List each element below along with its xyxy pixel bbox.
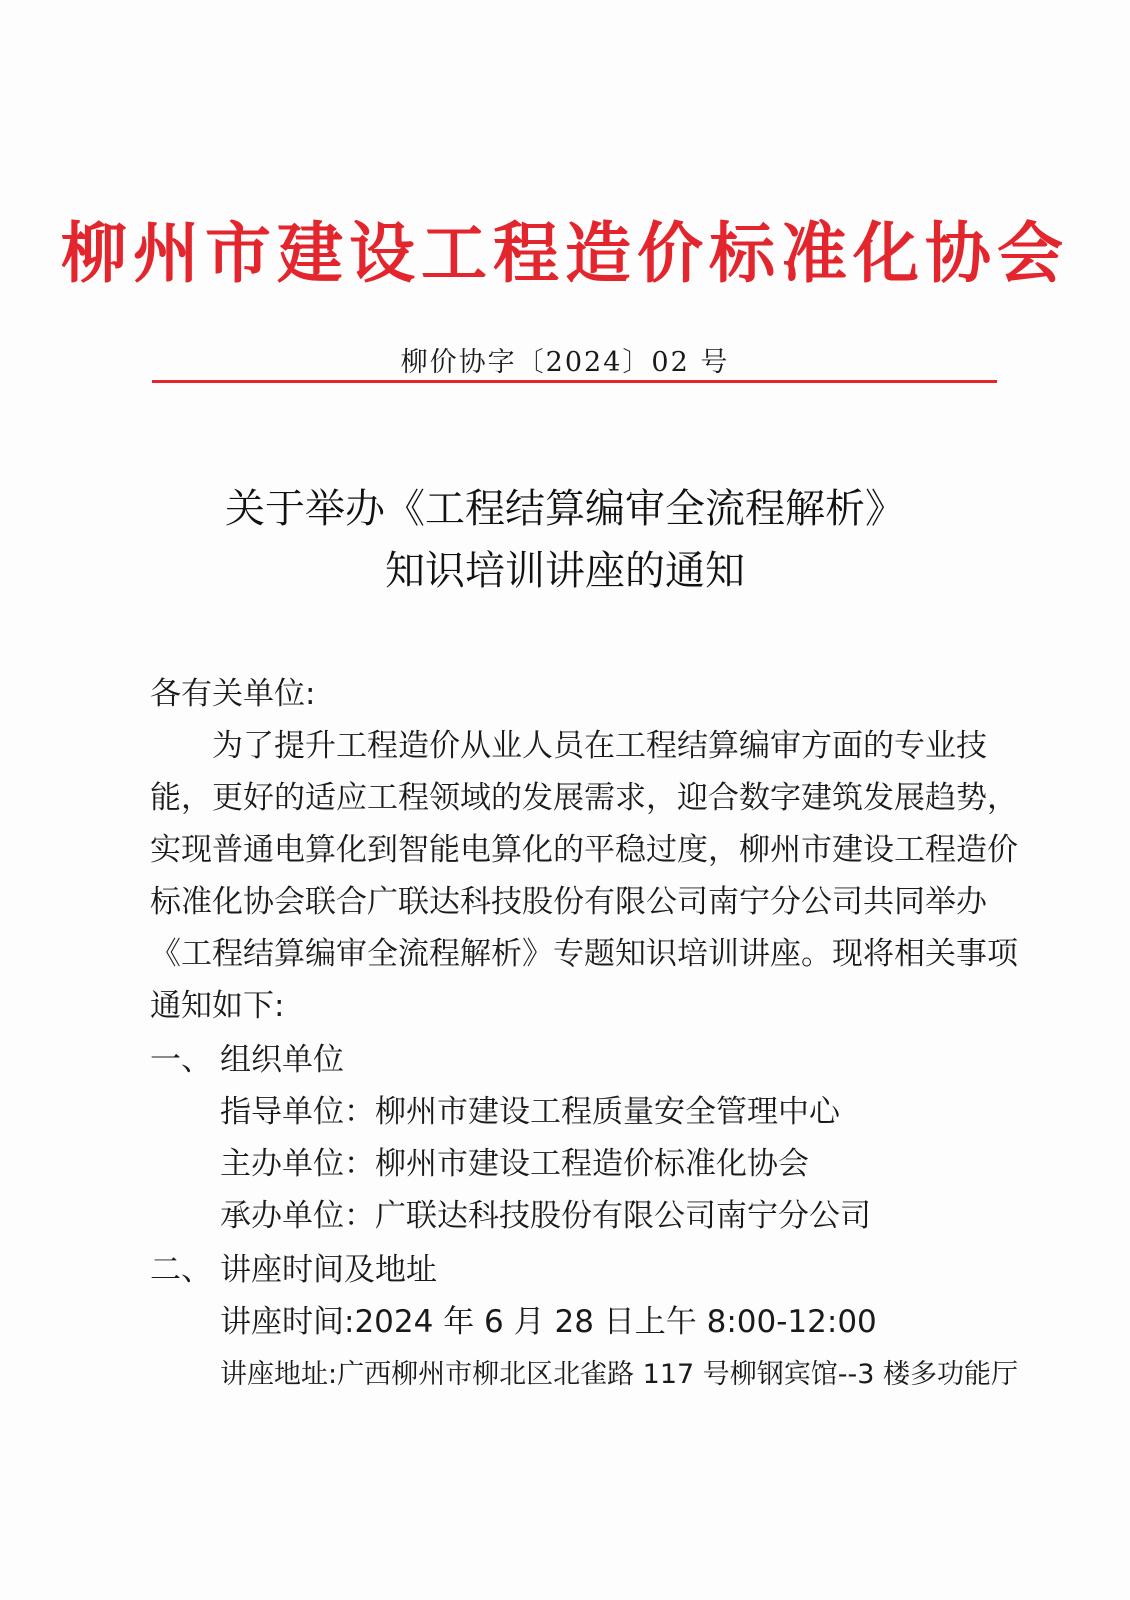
section-title: 讲座时间及地址 <box>220 1252 437 1288</box>
paragraph-line: 《工程结算编审全流程解析》专题知识培训讲座。现将相关事项 <box>150 936 1018 972</box>
salutation: 各有关单位: <box>150 676 316 712</box>
section-heading <box>150 1034 344 1079</box>
org-letterhead: 柳州市建设工程造价标准化协会 <box>61 215 1069 292</box>
section-detail-line: 承办单位：广联达科技股份有限公司南宁分公司 <box>220 1198 871 1234</box>
section-detail-line: 主办单位：柳州市建设工程造价标准化协会 <box>220 1146 809 1182</box>
paragraph-line: 能，更好的适应工程领域的发展需求，迎合数字建筑发展趋势， <box>150 780 1018 816</box>
title-line-2: 知识培训讲座的通知 <box>385 548 745 594</box>
paragraph-line: 标准化协会联合广联达科技股份有限公司南宁分公司共同举办 <box>150 884 987 920</box>
title-line-1: 关于举办《工程结算编审全流程解析》 <box>225 486 905 532</box>
section-number: 一、 <box>150 1042 212 1078</box>
section-title: 组织单位 <box>220 1042 344 1078</box>
notice-title <box>0 478 1130 602</box>
section-detail-line: 讲座地址:广西柳州市柳北区北雀路 117 号柳钢宾馆--3 楼多功能厅 <box>220 1359 1019 1390</box>
paragraph-line: 实现普通电算化到智能电算化的平稳过度，柳州市建设工程造价 <box>150 832 1018 868</box>
section-number: 二、 <box>150 1252 212 1288</box>
section-detail-line: 指导单位：柳州市建设工程质量安全管理中心 <box>220 1094 840 1130</box>
document-number: 柳价协字〔2024〕02 号 <box>400 347 730 378</box>
paragraph-line: 通知如下: <box>150 988 285 1024</box>
red-divider-line <box>152 380 997 383</box>
paragraph-line: 为了提升工程造价从业人员在工程结算编审方面的专业技 <box>212 728 987 764</box>
section-heading <box>150 1244 437 1289</box>
section-detail-line: 讲座时间:2024 年 6 月 28 日上午 8:00-12:00 <box>220 1304 877 1340</box>
